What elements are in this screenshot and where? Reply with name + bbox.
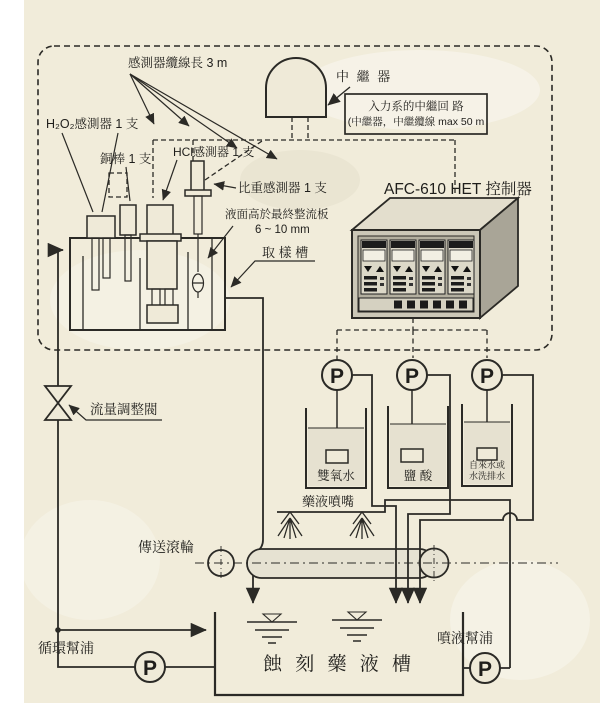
level-note-line1: 液面高於最終整流板	[225, 209, 329, 221]
hcl-sensor-label: HCl感測器 1 支	[173, 145, 255, 159]
rollers-label: 傳送滾輪	[138, 539, 194, 555]
cable-length-label: 感測器纜線長 3 m	[128, 56, 228, 70]
h2o2-tank-label: 雙氧水	[317, 469, 355, 483]
sample-tank-label: 取 樣 槽	[262, 245, 309, 260]
controller-label: AFC-610 HET 控制器	[384, 181, 532, 198]
relay-note-line2: (中繼器，中繼纜線 max 50 m	[347, 116, 485, 128]
etch-tank-label: 蝕 刻 藥 液 槽	[262, 654, 416, 675]
channel-label: CuCl₂	[426, 242, 438, 248]
water-tank-label-1: 自來水或	[468, 460, 506, 470]
foot-valve	[401, 449, 423, 462]
foot-valve	[477, 448, 497, 460]
pump-letter: P	[404, 365, 420, 388]
level-note-line2: 6 ~ 10 mm	[255, 224, 310, 236]
channel-label: H₂O₂	[368, 242, 380, 248]
copper-rod-label: 銅棒 1 支	[100, 152, 152, 166]
pump-letter: P	[329, 365, 345, 388]
valve-label: 流量調整閥	[90, 402, 158, 417]
controller-key-strip	[359, 298, 473, 311]
water-tank-label-2: 水洗排水	[468, 471, 506, 481]
gravity-sensor-label: 比重感測器 1 支	[238, 181, 327, 195]
pump-letter: P	[479, 365, 495, 388]
h2o2-sensor-label: H₂O₂感測器 1 支	[46, 117, 139, 131]
hcl-tank-label: 鹽 酸	[403, 469, 433, 483]
foot-valve	[326, 450, 348, 463]
channel-label: HCl	[399, 242, 407, 248]
relay-dome-icon	[266, 58, 326, 117]
circulation-pump-label: 循環幫浦	[38, 640, 94, 656]
pump-letter: P	[142, 657, 158, 680]
nozzle-label: 藥液噴嘴	[302, 494, 355, 509]
pump-letter: P	[477, 658, 493, 681]
spray-pump-label: 噴液幫浦	[437, 630, 493, 646]
channel-label: TEMP	[454, 242, 468, 248]
relay-note-line1: 入力系的中繼回 路	[368, 101, 464, 113]
relay-label: 中 繼 器	[336, 69, 393, 84]
